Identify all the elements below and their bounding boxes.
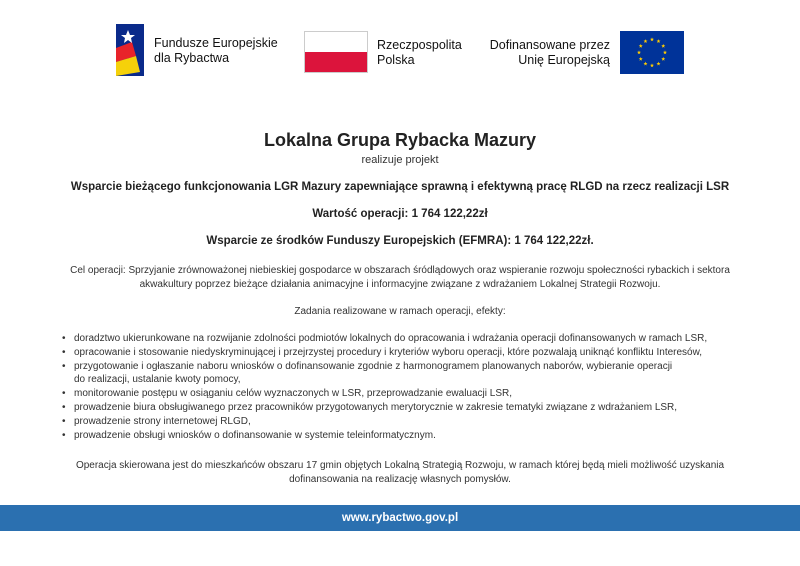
footer-bar	[0, 505, 800, 531]
tasks-list	[62, 332, 762, 442]
list-item: • prowadzenie strony internetowej RLGD,	[62, 415, 762, 429]
operation-goal	[50, 264, 750, 292]
list-item: • prowadzenie biura obsługiwanego przez pracowników przygotowanych merytorycznie w zakresie tematyki związane z wdrażaniem LSR,	[62, 401, 762, 415]
pl-logo-line2: Polska	[377, 52, 415, 67]
list-item: • doradztwo ukierunkowane na rozwijanie zdolności podmiotów lokalnych do opracowania i wdrażania operacji dofinansowanych w ramach LSR,	[62, 332, 762, 346]
goal-line: akwakultury poprzez bieżące działania animacyjne i informacyjne związane z wdrażaniem Lokalnej Strategii Rozwoju.	[139, 279, 661, 290]
list-item-continuation: do realizacji, ustalanie kwoty pomocy,	[74, 374, 241, 386]
logo-bar	[0, 22, 800, 78]
fe-logo-line2: dla Rybactwa	[154, 50, 230, 65]
tasks-heading: Zadania realizowane w ramach operacji, efekty:	[294, 306, 506, 317]
fe-logo-line1: Fundusze Europejskie	[154, 36, 278, 50]
list-item	[62, 360, 762, 388]
list-item: • opracowanie i stosowanie niedyskryminującej i przejrzystej procedury i kryteriów wyboru operacji, które pozwalają uniknąć konfliktu Interesów,	[62, 346, 762, 360]
eu-flag-icon	[620, 31, 684, 74]
closing-line: dofinansowania na realizację własnych pomysłów.	[289, 474, 511, 485]
list-item: • monitorowanie postępu w osiąganiu celów wyznaczonych w LSR, przeprowadzanie ewaluacji LSR,	[62, 387, 762, 401]
fundusze-europejskie-logo-icon	[114, 22, 152, 78]
subtitle: realizuje projekt	[361, 154, 439, 166]
pl-logo-line1: Rzeczpospolita	[377, 38, 462, 52]
fe-logo-text	[154, 36, 278, 65]
polish-flag-icon	[304, 31, 368, 73]
closing-line: Operacja skierowana jest do mieszkańców obszaru 17 gmin objętych Lokalną Strategią Rozwoju, w ramach której będą mieli możliwość uzyskania	[75, 460, 725, 471]
eu-logo-line1: Dofinansowane przez	[489, 38, 610, 52]
closing-note	[60, 459, 740, 487]
pl-logo-text	[377, 38, 462, 67]
footer-website-link[interactable]: www.rybactwo.gov.pl	[341, 512, 459, 524]
eu-logo-text	[476, 38, 610, 67]
list-item: • prowadzenie obsługi wniosków o dofinansowanie w systemie teleinformatycznym.	[62, 429, 762, 443]
project-name: Wsparcie bieżącego funkcjonowania LGR Mazury zapewniające sprawną i efektywną pracę RLGD na rzecz realizacji LSR	[70, 181, 730, 193]
page-title: Lokalna Grupa Rybacka Mazury	[263, 130, 537, 150]
eu-logo-line2: Unię Europejską	[518, 52, 610, 67]
eu-support-amount: Wsparcie ze środków Funduszy Europejskich (EFMRA): 1 764 122,22zł.	[206, 235, 594, 247]
operation-value: Wartość operacji: 1 764 122,22zł	[312, 208, 488, 220]
list-item-text: przygotowanie i ogłaszanie naboru wniosków o dofinansowanie zgodnie z harmonogramem planowanych naborów, wybieranie operacji	[74, 360, 673, 372]
goal-line: Cel operacji: Sprzyjanie zrównoważonej niebieskiej gospodarce w obszarach śródlądowych oraz wspieranie rozwoju społeczności rybackich i sektora	[70, 265, 730, 276]
